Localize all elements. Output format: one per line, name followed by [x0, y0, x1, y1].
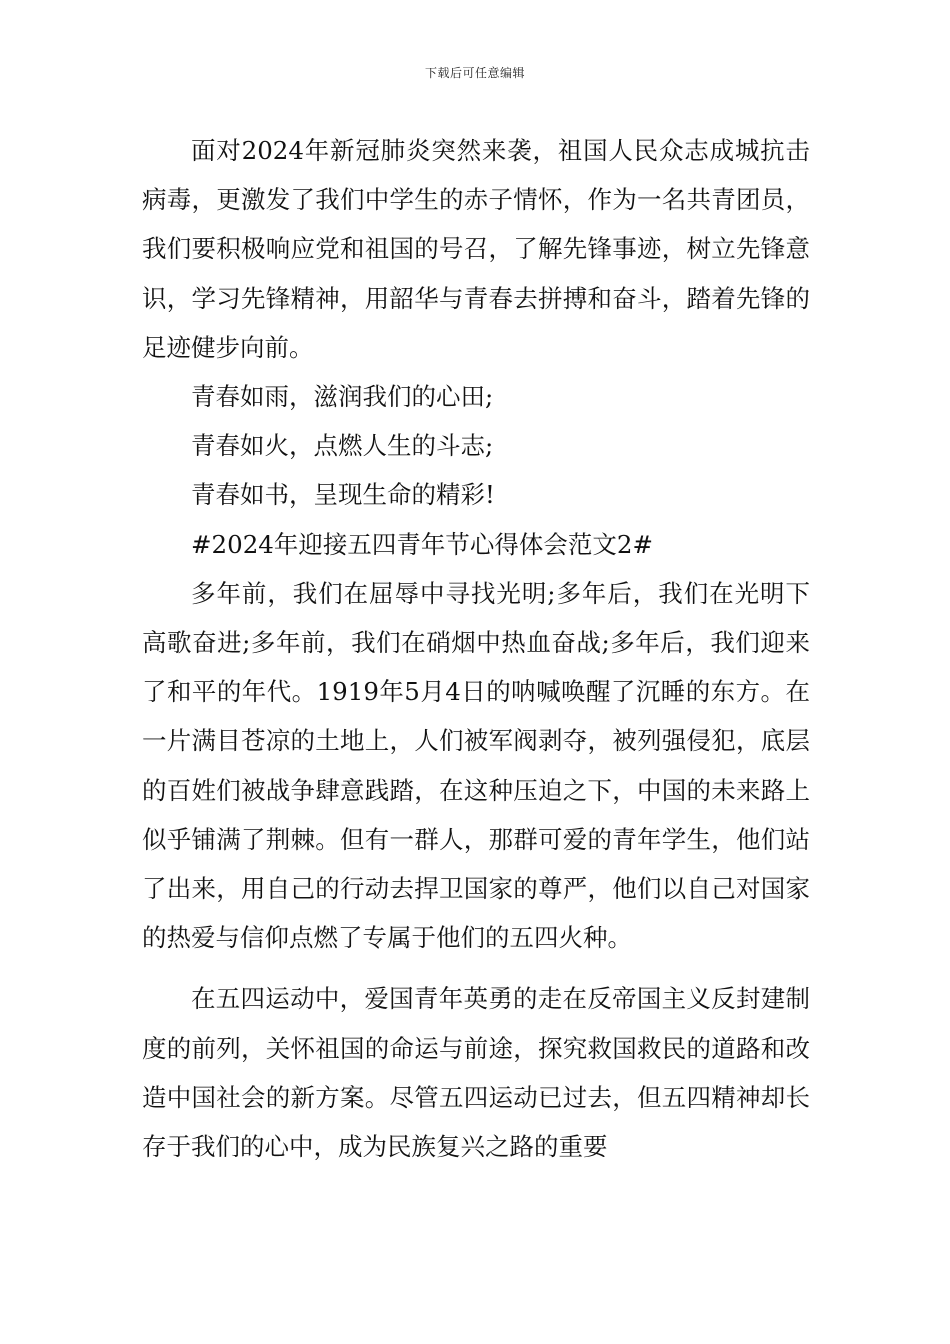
paragraph-history: 多年前，我们在屈辱中寻找光明;多年后，我们在光明下高歌奋进;多年前，我们在硝烟中热血奋战;多年后，我们迎来了和平的年代。1919年5月4日的呐喊唤醒了沉睡的东方。在一片满目苍凉的土地上，人们被军阀剥夺，被列强侵犯，底层的百姓们被战争肆意践踏，在这种压迫之下，中国的未来路上似乎铺满了荆棘。但有一群人，那群可爱的青年学生，他们站了出来，用自己的行动去捍卫国家的尊严，他们以自己对国家的热爱与信仰点燃了专属于他们的五四火种。 — [142, 578, 810, 953]
document-body — [142, 126, 810, 1171]
verse-line-fire: 青春如火，点燃人生的斗志; — [191, 431, 494, 461]
page-header: 下载后可任意编辑 — [424, 66, 525, 80]
paragraph-may-fourth: 在五四运动中，爱国青年英勇的走在反帝国主义反封建制度的前列，关怀祖国的命运与前途，探究救国救民的道路和改造中国社会的新方案。尽管五四运动已过去，但五四精神却长存于我们的心中，成为民族复兴之路的重要 — [142, 984, 810, 1162]
verse-line-rain: 青春如雨，滋润我们的心田; — [191, 382, 494, 412]
section-heading: #2024年迎接五四青年节心得体会范文2# — [191, 529, 653, 559]
paragraph-intro: 面对2024年新冠肺炎突然来袭，祖国人民众志成城抗击病毒，更激发了我们中学生的赤子情怀，作为一名共青团员，我们要积极响应党和祖国的号召，了解先锋事迹，树立先锋意识，学习先锋精神，用韶华与青春去拼搏和奋斗，踏着先锋的足迹健步向前。 — [142, 136, 810, 362]
verse-line-book: 青春如书，呈现生命的精彩! — [191, 480, 495, 510]
